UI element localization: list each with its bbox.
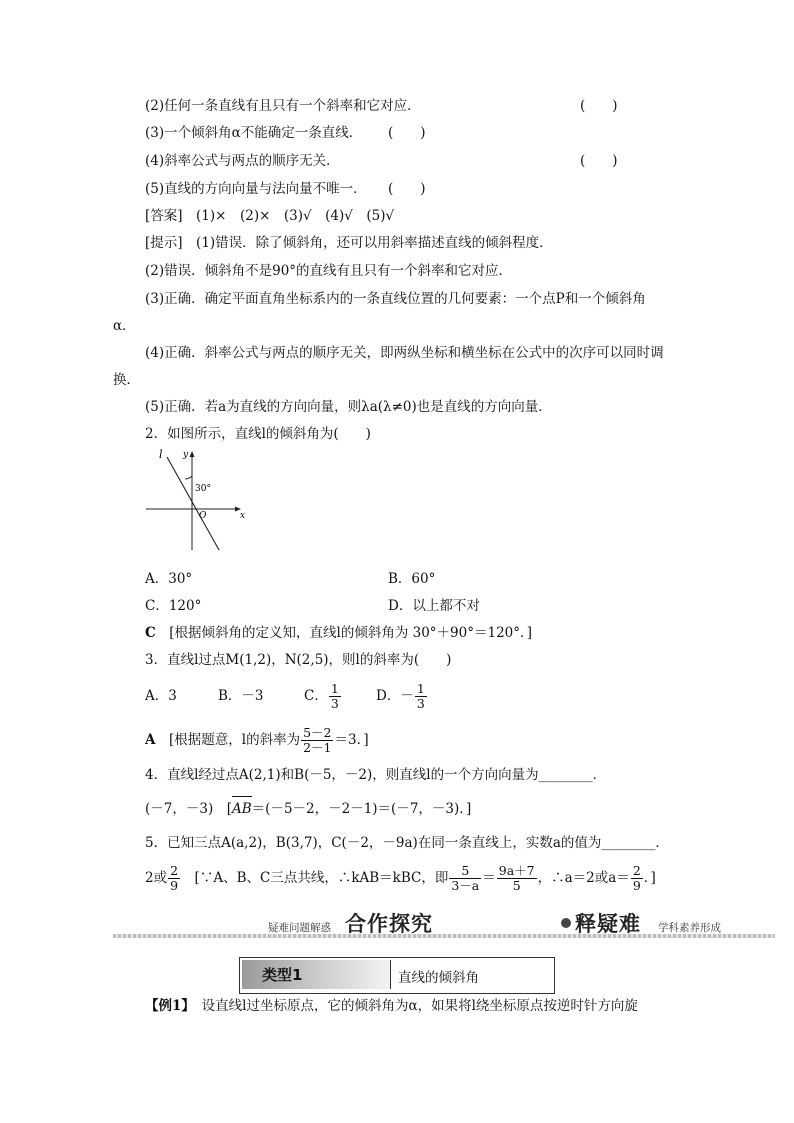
q3-option-c bbox=[304, 678, 342, 714]
q3-option-d-fraction bbox=[415, 682, 427, 711]
q5-answer-pre: 2或 bbox=[145, 870, 168, 886]
vector-arrow-icon bbox=[232, 796, 252, 797]
q5-answer bbox=[145, 860, 656, 896]
q3-option-c-fraction bbox=[329, 682, 341, 711]
hint-4b: 换． bbox=[113, 372, 140, 388]
q5-stem: 5．已知三点A(a,2)，B(3,7)，C(－2，－9a)在同一条直线上，实数a的值为________． bbox=[145, 835, 669, 851]
q2-option-a: A．30° bbox=[145, 571, 193, 587]
judge-paren-2: ( ) bbox=[580, 98, 618, 114]
fraction-denominator: 5 bbox=[512, 878, 521, 893]
hint-1-text: (1)错误．除了倾斜角，还可以用斜率描述直线的倾斜程度． bbox=[196, 235, 553, 251]
fraction-numerator: 1 bbox=[330, 681, 339, 696]
origin-label: O bbox=[199, 511, 207, 521]
q2-answer-letter: C bbox=[145, 625, 156, 641]
fraction-denominator: 2－1 bbox=[303, 740, 332, 755]
judge-paren-4: ( ) bbox=[580, 153, 618, 169]
fraction-denominator: 3 bbox=[416, 696, 425, 711]
hint-1 bbox=[145, 234, 553, 252]
q5-answer-end: ．] bbox=[643, 870, 656, 886]
judge-paren-5: ( ) bbox=[388, 181, 426, 197]
judge-item-5: (5)直线的方向向量与法向量不唯一． bbox=[145, 181, 367, 197]
q2-option-d: D．以上都不对 bbox=[388, 598, 480, 614]
type-tag bbox=[242, 960, 391, 989]
q2-answer bbox=[145, 624, 532, 642]
judge-answer: [答案] (1)× (2)× (3)√ (4)√ (5)√ bbox=[145, 208, 395, 224]
q3-answer-letter: A bbox=[145, 732, 156, 748]
q3-answer bbox=[145, 722, 369, 758]
judge-item-3: (3)一个倾斜角α不能确定一条直线． bbox=[145, 125, 363, 141]
hint-5: (5)正确．若a为直线的方向向量，则λa(λ≠0)也是直线的方向向量． bbox=[145, 399, 552, 415]
banner-separator-icon bbox=[561, 918, 571, 928]
q2-figure bbox=[140, 446, 255, 556]
fraction-numerator: 5 bbox=[449, 864, 481, 879]
example-label: 【例1】 bbox=[145, 998, 189, 1014]
q5-fraction-4 bbox=[631, 864, 643, 893]
banner-title-1: 合作探究 bbox=[345, 912, 433, 936]
q5-fraction-3 bbox=[497, 864, 537, 893]
line-label: l bbox=[159, 448, 163, 461]
fraction-denominator: 9 bbox=[170, 878, 179, 893]
fraction-denominator: 3 bbox=[330, 696, 339, 711]
q5-fraction-2 bbox=[449, 864, 481, 893]
q4-answer-value: (－7，－3) bbox=[145, 801, 214, 817]
hint-3b: α． bbox=[113, 318, 136, 334]
q5-answer-mid2: ，∴a＝2或a＝ bbox=[537, 870, 630, 886]
q3-answer-fraction bbox=[301, 726, 333, 755]
banner-left-caption: 疑难问题解惑 bbox=[268, 922, 331, 934]
section-banner bbox=[113, 910, 775, 942]
q3-answer-post: ＝3．] bbox=[334, 732, 369, 748]
fraction-numerator: 2 bbox=[170, 863, 179, 878]
fraction-numerator: 2 bbox=[632, 863, 641, 878]
q5-answer-eq: ＝ bbox=[482, 870, 496, 886]
line-l bbox=[167, 457, 219, 550]
judge-paren-3: ( ) bbox=[388, 125, 426, 141]
y-axis-arrow-icon bbox=[190, 451, 195, 457]
fraction-numerator: 1 bbox=[416, 681, 425, 696]
type-tag-label: 类型1 bbox=[262, 966, 303, 984]
y-label: y bbox=[183, 450, 189, 460]
example-text: 设直线l过坐标原点，它的倾斜角为α，如果将l绕坐标原点按逆时针方向旋 bbox=[201, 998, 638, 1014]
q2-option-c: C．120° bbox=[145, 598, 202, 614]
banner-right-caption: 学科素养形成 bbox=[658, 922, 721, 934]
q2-stem: 2．如图所示，直线l的倾斜角为( ) bbox=[145, 426, 371, 442]
fraction-denominator: 3－a bbox=[451, 878, 480, 893]
q5-fraction-1 bbox=[168, 864, 180, 893]
q5-answer-mid: [∵A、B、C三点共线，∴kAB＝kBC，即 bbox=[194, 870, 449, 886]
q3-option-d-prefix: D．－ bbox=[376, 688, 414, 704]
q3-option-d bbox=[376, 678, 428, 714]
type-title: 直线的倾斜角 bbox=[398, 970, 479, 986]
q3-option-b: B．－3 bbox=[218, 688, 264, 704]
vector-name: AB bbox=[232, 801, 252, 817]
angle-arc bbox=[185, 476, 192, 479]
hint-4a: (4)正确．斜率公式与两点的顺序无关，即两纵坐标和横坐标在公式中的次序可以同时调 bbox=[145, 345, 664, 361]
angle-label: 30° bbox=[195, 484, 211, 494]
judge-item-4: (4)斜率公式与两点的顺序无关． bbox=[145, 153, 340, 169]
example-1 bbox=[145, 997, 638, 1015]
q4-stem: 4．直线l经过点A(2,1)和B(－5，－2)，则直线l的一个方向向量为________． bbox=[145, 767, 607, 783]
banner-title-2: 释疑难 bbox=[575, 912, 641, 936]
type-box bbox=[239, 957, 555, 994]
q3-option-c-prefix: C． bbox=[304, 688, 328, 704]
q3-option-a: A．3 bbox=[145, 688, 177, 704]
q3-answer-pre: [根据题意，l的斜率为 bbox=[168, 732, 301, 748]
q4-answer: (－7，－3) [ AB＝(－5－2，－2－1)＝(－7，－3)．] bbox=[145, 800, 471, 818]
fraction-numerator: 5－2 bbox=[303, 725, 332, 740]
hint-3a: (3)正确．确定平面直角坐标系内的一条直线位置的几何要素：一个点P和一个倾斜角 bbox=[145, 291, 646, 307]
q4-answer-vector bbox=[232, 800, 252, 818]
hint-label: [提示] bbox=[145, 235, 183, 251]
q2-option-b: B．60° bbox=[388, 571, 436, 587]
q3-stem: 3．直线l过点M(1,2)，N(2,5)，则l的斜率为( ) bbox=[145, 652, 452, 668]
judge-item-2: (2)任何一条直线有且只有一个斜率和它对应． bbox=[145, 98, 421, 114]
fraction-numerator: 9a＋7 bbox=[498, 863, 535, 878]
hint-2: (2)错误．倾斜角不是90°的直线有且只有一个斜率和它对应． bbox=[145, 263, 513, 279]
fraction-denominator: 9 bbox=[632, 878, 641, 893]
q4-answer-rest: ＝(－5－2，－2－1)＝(－7，－3)．] bbox=[251, 801, 472, 817]
q2-answer-text: [根据倾斜角的定义知，直线l的倾斜角为 30°＋90°＝120°．] bbox=[169, 625, 533, 641]
x-label: x bbox=[240, 511, 246, 521]
